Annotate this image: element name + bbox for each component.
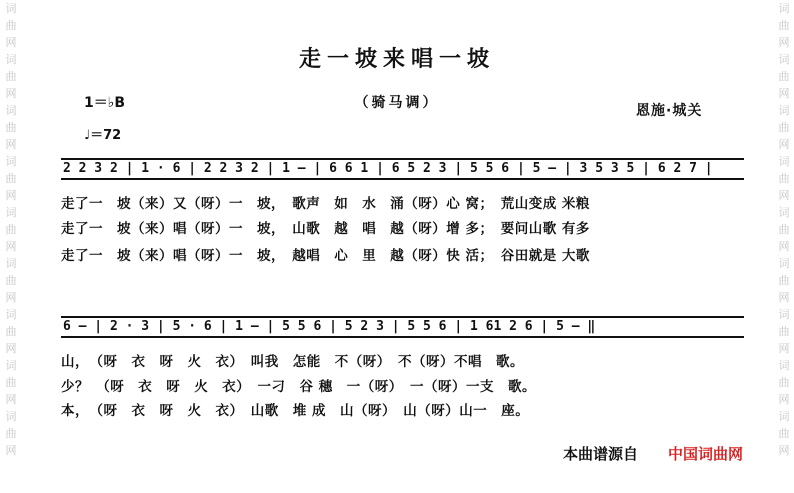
song-title: 走一坡来唱一坡	[298, 47, 495, 72]
watermark-char: 曲	[778, 172, 790, 185]
watermark-char: 网	[778, 36, 790, 49]
tempo-marking: ♩＝72	[84, 128, 122, 143]
watermark-char: 曲	[778, 376, 790, 389]
lyric-verse-3: 走了一 坡（来）唱（呀）一 坡， 越唱 心 里 越（呀）快 活； 谷田就是 大歌	[61, 248, 590, 264]
source-label: 本曲谱源自	[563, 445, 639, 463]
watermark-char: 曲	[778, 19, 790, 32]
watermark-char: 词	[5, 206, 17, 219]
lyric-verse-1: 山， （呀 衣 呀 火 衣） 叫我 怎能 不（呀） 不（呀）不唱 歌。	[61, 354, 524, 370]
watermark-char: 曲	[778, 223, 790, 236]
watermark-char: 词	[5, 410, 17, 423]
watermark-char: 曲	[778, 427, 790, 440]
watermark-char: 词	[778, 410, 790, 423]
watermark-char: 网	[778, 240, 790, 253]
watermark-char: 词	[778, 104, 790, 117]
watermark-char: 网	[5, 444, 17, 457]
watermark-char: 词	[778, 2, 790, 15]
watermark-char: 词	[778, 53, 790, 66]
watermark-char: 词	[778, 359, 790, 372]
watermark-char: 曲	[5, 376, 17, 389]
watermark-char: 曲	[778, 274, 790, 287]
watermark-char: 网	[778, 444, 790, 457]
watermark-char: 词	[5, 53, 17, 66]
watermark-char: 网	[778, 291, 790, 304]
watermark-char: 网	[5, 291, 17, 304]
lyric-verse-2: 少？ （呀 衣 呀 火 衣） 一刁 谷 穗 一（呀） 一（呀）一支 歌。	[61, 379, 536, 395]
watermark-char: 词	[5, 104, 17, 117]
watermark-char: 曲	[5, 223, 17, 236]
watermark-char: 网	[5, 138, 17, 151]
lyric-verse-3: 本， （呀 衣 呀 火 衣） 山歌 堆 成 山（呀） 山（呀）山一 座。	[61, 403, 530, 419]
watermark-char: 曲	[5, 274, 17, 287]
watermark-char: 曲	[778, 121, 790, 134]
watermark-char: 词	[5, 359, 17, 372]
watermark-char: 词	[778, 308, 790, 321]
song-origin: 恩施·城关	[636, 103, 703, 119]
watermark-char: 词	[778, 257, 790, 270]
lyric-verse-1: 走了一 坡（来）又（呀）一 坡， 歌声 如 水 涌（呀）心 窝； 荒山变成 米粮	[61, 196, 590, 212]
watermark-char: 曲	[5, 325, 17, 338]
watermark-char: 网	[778, 138, 790, 151]
watermark-char: 词	[5, 155, 17, 168]
watermark-char: 网	[778, 189, 790, 202]
watermark-char: 网	[5, 189, 17, 202]
lyric-verse-2: 走了一 坡（来）唱（呀）一 坡， 山歌 越 唱 越（呀）增 多； 要问山歌 有多	[61, 221, 590, 237]
watermark-char: 词	[778, 155, 790, 168]
song-subtitle: （骑马调）	[354, 95, 440, 111]
watermark-char: 曲	[5, 172, 17, 185]
watermark-left	[2, 0, 20, 493]
key-signature: 1＝♭B	[84, 95, 126, 111]
watermark-char: 网	[778, 393, 790, 406]
watermark-char: 网	[778, 342, 790, 355]
notation-line-1: 2 2 3 2 | 1 · 6 | 2 2 3 2 | 1 — | 6 6 1 | 6 5 2 3 | 5 5 6 | 5 — | 3 5 3 5 | 6 2 7 |	[61, 158, 744, 180]
watermark-char: 曲	[5, 427, 17, 440]
watermark-char: 曲	[778, 70, 790, 83]
watermark-char: 网	[5, 240, 17, 253]
notation-line-2: 6 — | 2 · 3 | 5 · 6 | 1 — | 5 5 6 | 5 2 3 | 5 5 6 | 1 61 2 6 | 5 — ‖	[61, 316, 744, 338]
watermark-char: 网	[778, 87, 790, 100]
watermark-char: 网	[5, 87, 17, 100]
watermark-right	[775, 0, 793, 493]
watermark-char: 词	[778, 206, 790, 219]
watermark-char: 网	[5, 342, 17, 355]
watermark-char: 词	[5, 308, 17, 321]
watermark-char: 曲	[778, 325, 790, 338]
watermark-char: 曲	[5, 121, 17, 134]
watermark-char: 词	[5, 2, 17, 15]
watermark-char: 曲	[5, 70, 17, 83]
source-link[interactable]: 中国词曲网	[668, 445, 744, 463]
watermark-char: 网	[5, 393, 17, 406]
watermark-char: 词	[5, 257, 17, 270]
watermark-char: 曲	[5, 19, 17, 32]
watermark-char: 网	[5, 36, 17, 49]
